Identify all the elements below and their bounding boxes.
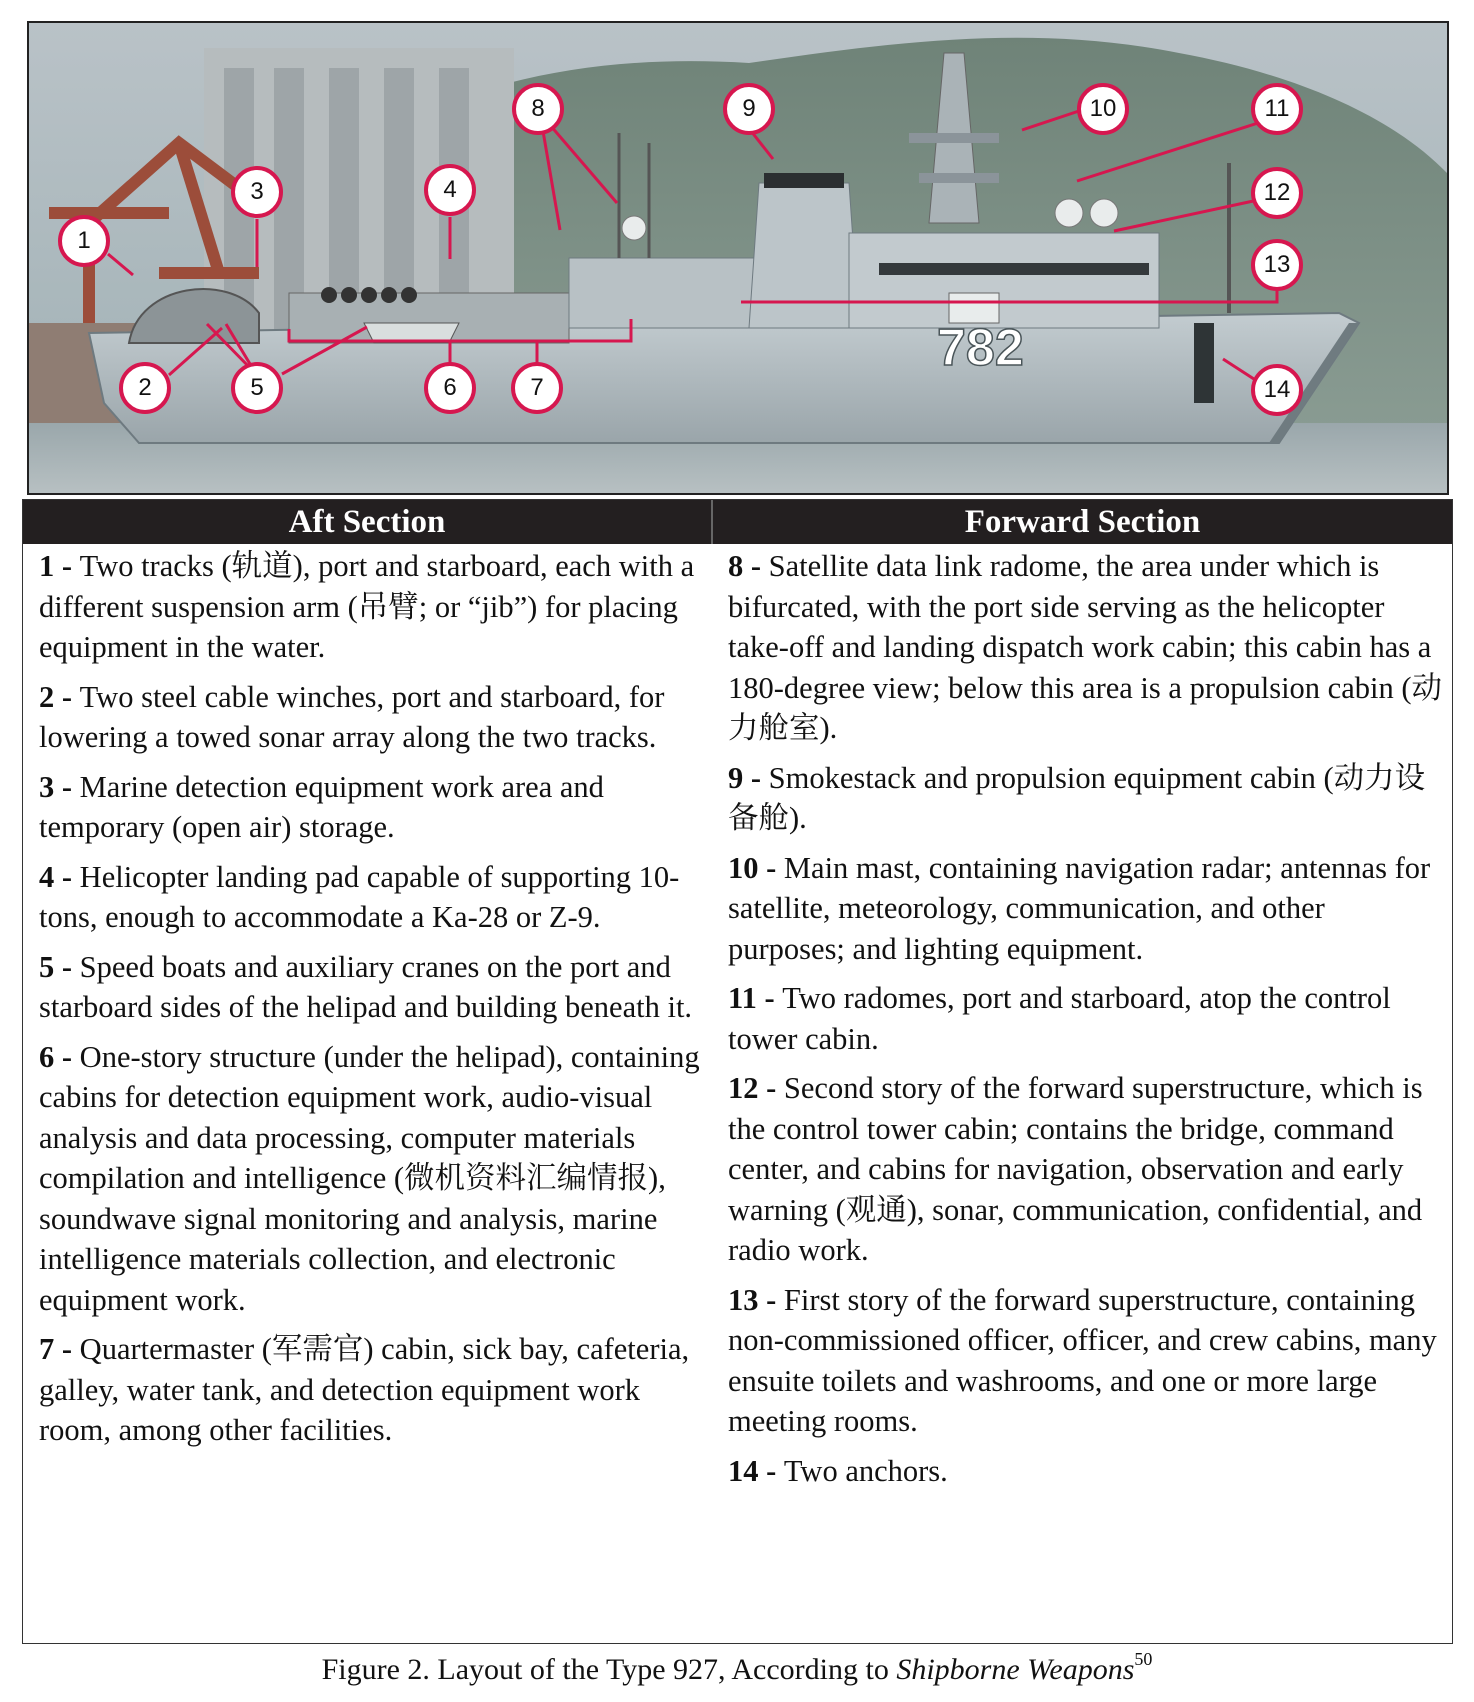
callout-3: 3 [231, 166, 283, 218]
aft-entry: 4 - Helicopter landing pad capable of supporting 10-tons, enough to accommodate a Ka-28 or Z-9. [39, 859, 680, 934]
forward-entry: 9 - Smokestack and propulsion equipment cabin (动力设备舱). [728, 760, 1426, 835]
forward-entry: 12 - Second story of the forward superstructure, which is the control tower cabin; contains the bridge, command center, and cabins for navigation, observation and early warning (观通), sonar, communication, confidential, and radio work. [728, 1071, 1423, 1267]
forward-entry: 13 - First story of the forward superstructure, containing non-commissioned officer, officer, and crew cabins, many ensuite toilets and washrooms, and one or more large meeting rooms. [728, 1282, 1437, 1438]
callout-1: 1 [58, 215, 110, 267]
callout-2: 2 [119, 362, 171, 414]
aft-entry: 6 - One-story structure (under the helipad), containing cabins for detection equipment work, audio-visual analysis and data processing, computer materials compilation and intelligence (微机资料汇编情报), soundwave signal monitoring and analysis, marine intelligence materials collection, and electronic equipment work. [39, 1039, 700, 1317]
forward-entry: 11 - Two radomes, port and starboard, atop the control tower cabin. [728, 981, 1391, 1056]
callout-11: 11 [1251, 83, 1303, 135]
aft-entry: 3 - Marine detection equipment work area and temporary (open air) storage. [39, 769, 604, 844]
aft-entry: 7 - Quartermaster (军需官) cabin, sick bay, cafeteria, galley, water tank, and detection equipment work room, among other facilities. [39, 1332, 690, 1447]
aft-entry: 2 - Two steel cable winches, port and starboard, for lowering a towed sonar array along the two tracks. [39, 679, 665, 754]
forward-section-column [728, 546, 1444, 1500]
callout-8: 8 [512, 83, 564, 135]
aft-section-header: Aft Section [23, 500, 711, 544]
ship-photo [27, 21, 1449, 495]
callout-5: 5 [231, 362, 283, 414]
callout-4: 4 [424, 164, 476, 216]
figure-caption: Figure 2. Layout of the Type 927, According to Shipborne Weapons$^{50}$ [321, 1649, 1153, 1686]
callout-10: 10 [1077, 83, 1129, 135]
callout-13: 13 [1251, 239, 1303, 291]
hull-number: 782 [937, 319, 1024, 377]
forward-entry: 10 - Main mast, containing navigation radar; antennas for satellite, meteorology, communication, and other purposes; and lighting equipment. [728, 850, 1431, 966]
forward-entry: 14 - Two anchors. [728, 1453, 948, 1488]
aft-entry: 1 - Two tracks (轨道), port and starboard, each with a different suspension arm (吊臂; or “jib”) for placing equipment in the water. [39, 549, 695, 664]
callout-7: 7 [511, 362, 563, 414]
callout-14: 14 [1251, 364, 1303, 416]
forward-section-header: Forward Section [713, 500, 1452, 544]
callout-6: 6 [424, 362, 476, 414]
aft-entry: 5 - Speed boats and auxiliary cranes on the port and starboard sides of the helipad and building beneath it. [39, 949, 693, 1024]
layout-table [22, 499, 1453, 1644]
forward-entry: 8 - Satellite data link radome, the area under which is bifurcated, with the port side serving as the helicopter take-off and landing dispatch work cabin; this cabin has a 180-degree view; below this area is a propulsion cabin (动力舱室). [728, 549, 1442, 745]
callout-12: 12 [1251, 167, 1303, 219]
callout-9: 9 [723, 83, 775, 135]
aft-section-column [39, 546, 703, 1460]
